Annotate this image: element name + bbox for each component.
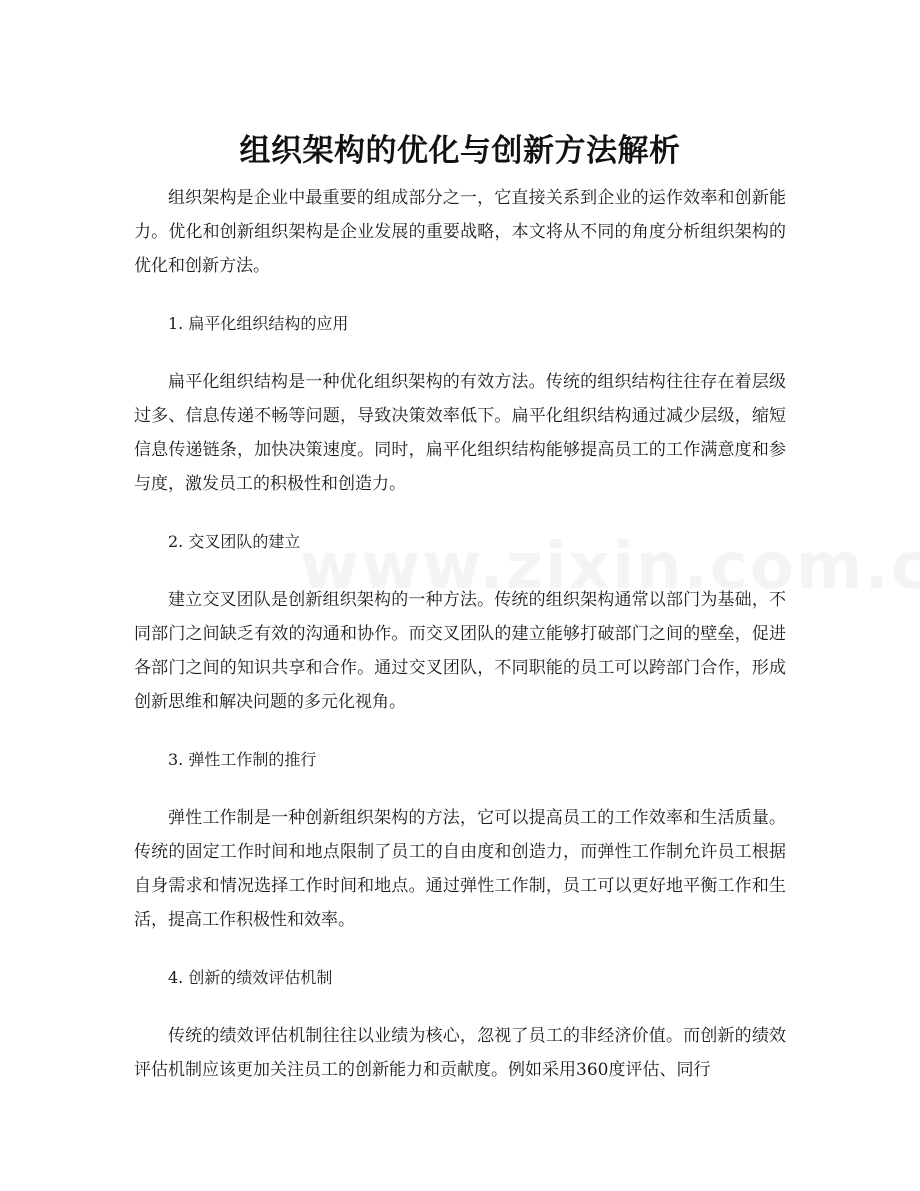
intro-paragraph: 组织架构是企业中最重要的组成部分之一，它直接关系到企业的运作效率和创新能力。优化和创新组织架构是企业发展的重要战略，本文将从不同的角度分析组织架构的优化和创新方法。 bbox=[134, 188, 786, 276]
section-body-2: 建立交叉团队是创新组织架构的一种方法。传统的组织架构通常以部门为基础，不同部门之间缺乏有效的沟通和协作。而交叉团队的建立能够打破部门之间的壁垒，促进各部门之间的知识共享和合作。通过交叉团队，不同职能的员工可以跨部门合作，形成创新思维和解决问题的多元化视角。 bbox=[134, 590, 786, 712]
section-heading-2: 2. 交叉团队的建立 bbox=[168, 532, 301, 551]
document-body bbox=[134, 181, 786, 1111]
section-heading-1: 1. 扁平化组织结构的应用 bbox=[168, 314, 349, 333]
section-body-4: 传统的绩效评估机制往往以业绩为核心，忽视了员工的非经济价值。而创新的绩效评估机制应该更加关注员工的创新能力和贡献度。例如采用360度评估、同行 bbox=[134, 1026, 786, 1080]
document-title: 组织架构的优化与创新方法解析 bbox=[239, 132, 681, 169]
section-body-1: 扁平化组织结构是一种优化组织架构的有效方法。传统的组织结构往往存在着层级过多、信息传递不畅等问题，导致决策效率低下。扁平化组织结构通过减少层级，缩短信息传递链条，加快决策速度。同时，扁平化组织结构能够提高员工的工作满意度和参与度，激发员工的积极性和创造力。 bbox=[134, 372, 786, 494]
section-heading-3: 3. 弹性工作制的推行 bbox=[168, 750, 317, 769]
section-heading-4: 4. 创新的绩效评估机制 bbox=[168, 968, 333, 987]
section-body-3: 弹性工作制是一种创新组织架构的方法，它可以提高员工的工作效率和生活质量。传统的固定工作时间和地点限制了员工的自由度和创造力，而弹性工作制允许员工根据自身需求和情况选择工作时间和地点。通过弹性工作制，员工可以更好地平衡工作和生活，提高工作积极性和效率。 bbox=[134, 808, 786, 930]
